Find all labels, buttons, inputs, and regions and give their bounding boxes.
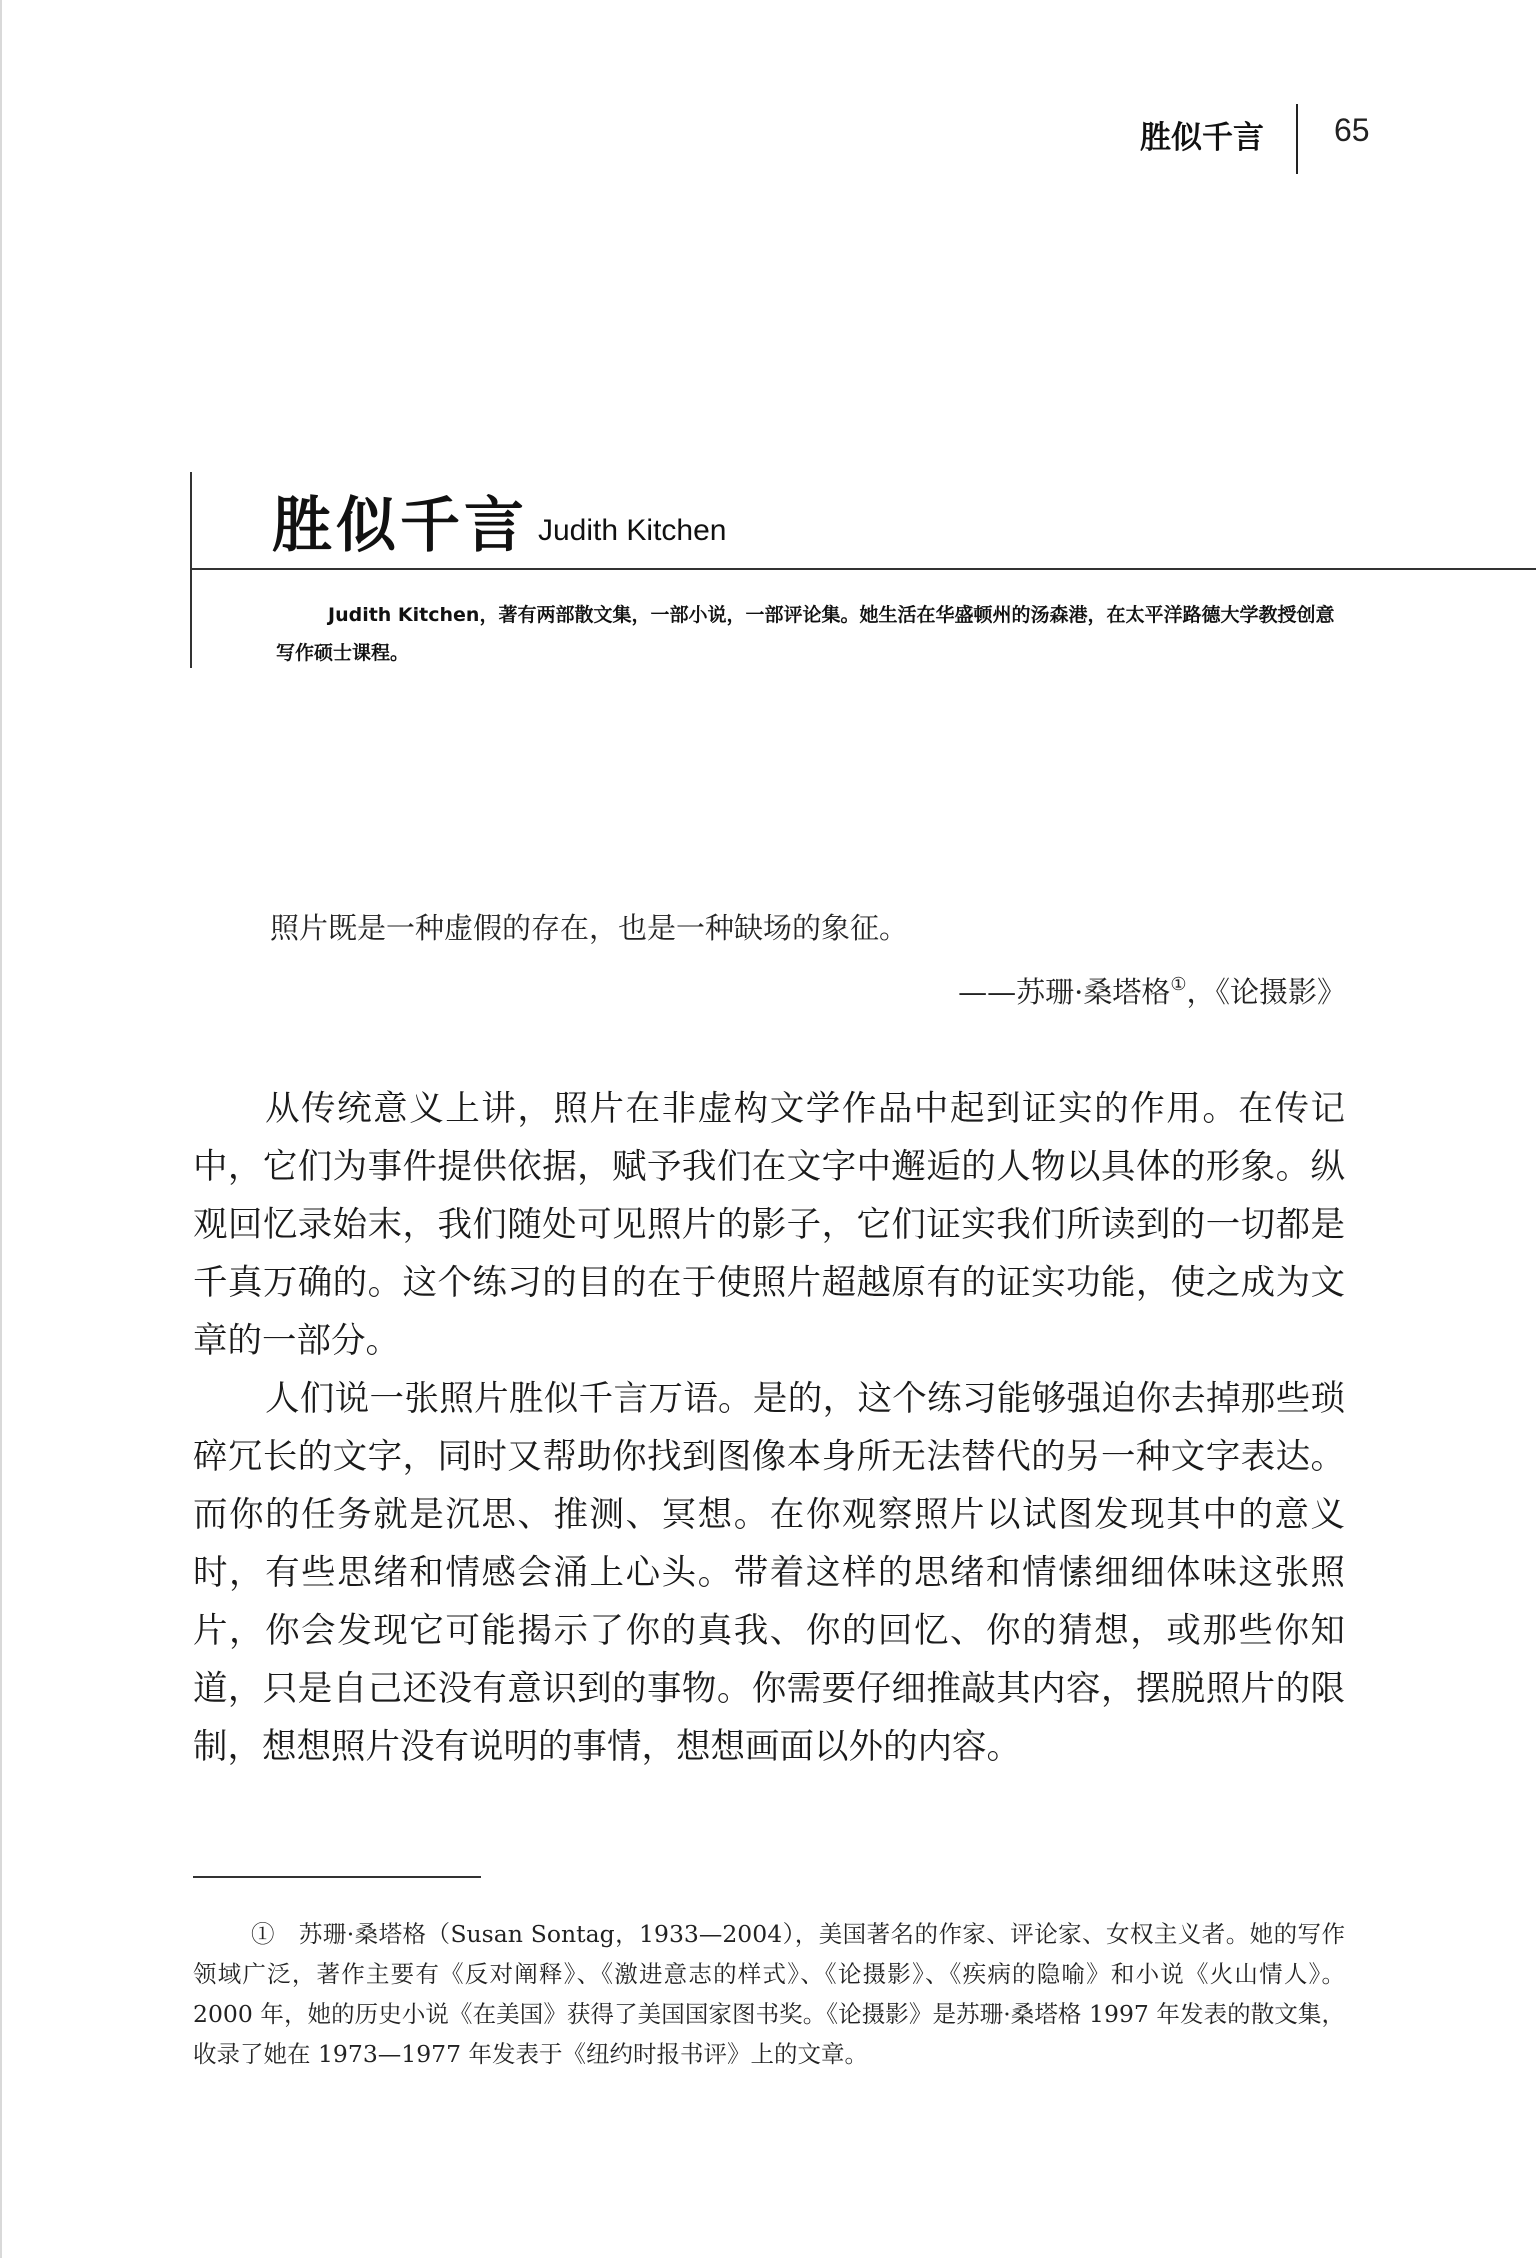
attribution-author: ——苏珊·桑塔格 — [958, 975, 1171, 1009]
epigraph-quote: 照片既是一种虚假的存在，也是一种缺场的象征。 — [270, 911, 909, 945]
attribution-source: ，《论摄影》 — [1186, 975, 1346, 1009]
epigraph-attribution — [646, 970, 1346, 1011]
chapter-author: Judith Kitchen — [538, 514, 727, 547]
running-title: 胜似千言 — [1140, 120, 1264, 156]
author-bio-text: Judith Kitchen，著有两部散文集，一部小说，一部评论集。她生活在华盛顿州的汤森港，在太平洋路德大学教授创意写作硕士课程。 — [276, 604, 1335, 664]
body-paragraph: 从传统意义上讲，照片在非虚构文学作品中起到证实的作用。在传记中，它们为事件提供依据，赋予我们在文字中邂逅的人物以具体的形象。纵观回忆录始末，我们随处可见照片的影子，它们证实我们所读到的一切都是千真万确的。这个练习的目的在于使照片超越原有的证实功能，使之成为文章的一部分。 — [193, 1089, 1345, 1361]
header-divider — [1296, 104, 1298, 174]
title-bracket-line — [190, 472, 192, 668]
footnote-rule — [193, 1876, 481, 1878]
title-rule — [190, 568, 1536, 570]
body-paragraph: 人们说一张照片胜似千言万语。是的，这个练习能够强迫你去掉那些琐碎冗长的文字，同时又帮助你找到图像本身所无法替代的另一种文字表达。而你的任务就是沉思、推测、冥想。在你观察照片以试图发现其中的意义时，有些思绪和情感会涌上心头。带着这样的思绪和情愫细细体味这张照片，你会发现它可能揭示了你的真我、你的回忆、你的猜想，或那些你知道，只是自己还没有意识到的事物。你需要仔细推敲其内容，摆脱照片的限制，想想照片没有说明的事情，想想画面以外的内容。 — [193, 1379, 1345, 1767]
page-edge-line — [0, 0, 2, 2258]
footnote-marker[interactable]: ① — [1170, 974, 1187, 995]
author-bio — [276, 596, 1346, 672]
footnote — [193, 1914, 1345, 2074]
body-text — [193, 1080, 1345, 1776]
page-number: 65 — [1334, 112, 1370, 148]
chapter-title: 胜似千言 — [272, 491, 528, 561]
footnote-text: ① 苏珊·桑塔格（Susan Sontag，1933—2004），美国著名的作家、评论家、女权主义者。她的写作领域广泛，著作主要有《反对阐释》、《激进意志的样式》、《论摄影》、《疾病的隐喻》和小说《火山情人》。2000 年，她的历史小说《在美国》获得了美国国家图书奖。《论摄影》是苏珊·桑塔格 1997 年发表的散文集，收录了她在 1973—1977 年发表于《纽约时报书评》上的文章。 — [193, 1920, 1345, 2068]
